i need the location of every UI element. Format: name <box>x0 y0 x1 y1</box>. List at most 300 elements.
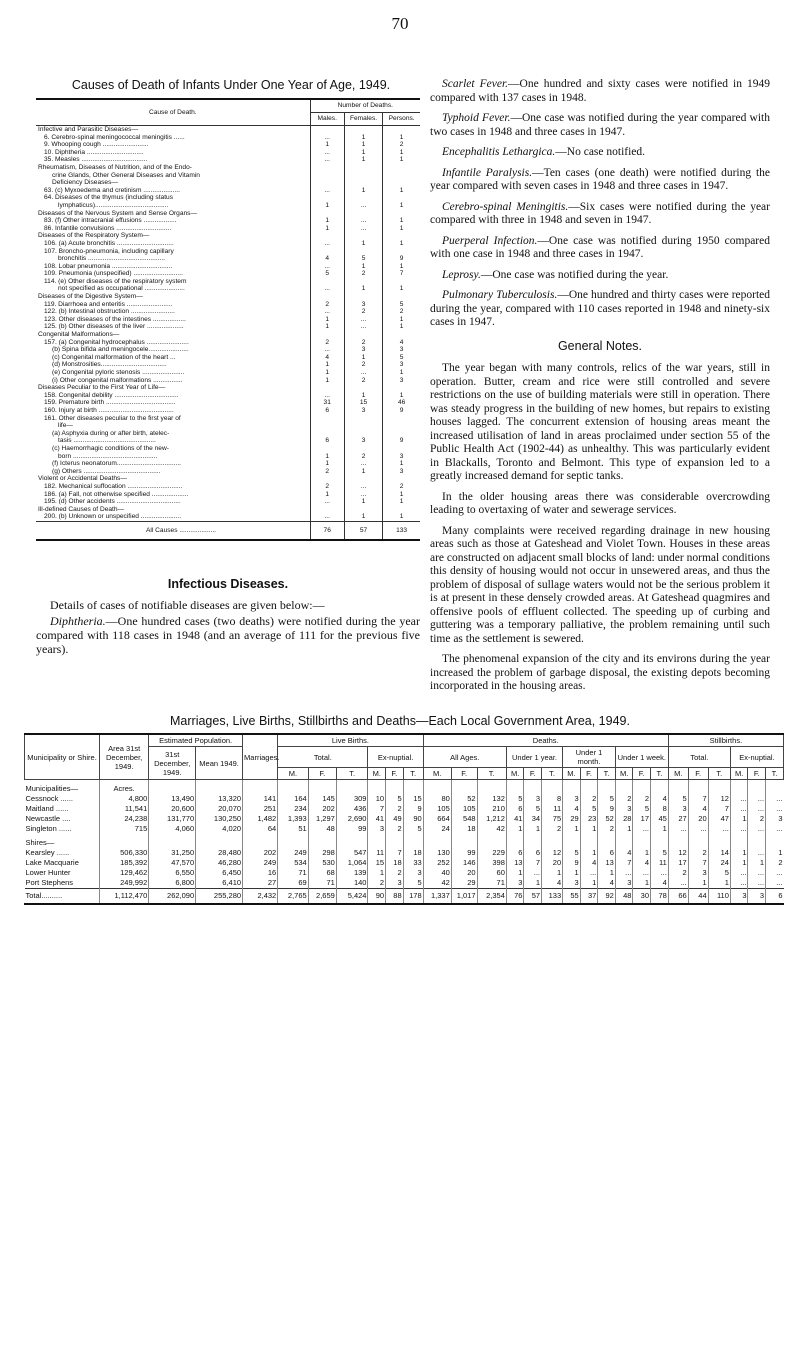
h-sex-t: T. <box>336 768 368 780</box>
empty-cell <box>386 780 404 795</box>
cod-row <box>36 156 420 164</box>
area-row <box>25 858 784 868</box>
stat-value: ... <box>633 868 651 878</box>
stat-value: 6,410 <box>196 878 243 889</box>
empty-cell <box>336 780 368 795</box>
cod-value-m: 1 <box>310 217 344 225</box>
cod-value-f: 1 <box>344 498 382 506</box>
stat-value: 2 <box>766 858 784 868</box>
cod-value-f <box>344 422 382 430</box>
stat-value: 78 <box>651 889 669 904</box>
stat-value: 13,490 <box>149 794 196 804</box>
col-males-header: Males. <box>310 113 344 126</box>
cod-value-p: 5 <box>383 301 420 309</box>
cod-value-p <box>383 278 420 286</box>
stat-value: 3 <box>563 794 581 804</box>
h-pop-31dec: 31st December, 1949. <box>149 747 196 780</box>
stat-value: 46,280 <box>196 858 243 868</box>
stat-value: 49 <box>386 814 404 824</box>
cod-cause: 109. Pneumonia (unspecified) ........................... <box>44 270 183 278</box>
stat-value: 1 <box>730 814 748 824</box>
cod-value-m: 2 <box>310 339 344 347</box>
cod-value-f: 1 <box>344 149 382 157</box>
cod-value-p: 5 <box>383 354 420 362</box>
stat-value: 48 <box>308 824 336 834</box>
stat-value: 29 <box>563 814 581 824</box>
group-row <box>25 780 784 795</box>
stat-value: 105 <box>423 804 451 814</box>
cod-value-f: 1 <box>344 240 382 248</box>
cod-value-p: 3 <box>383 346 420 354</box>
area-name: Kearsley ...... <box>25 848 70 857</box>
cod-row <box>36 460 420 468</box>
cod-value-m: 1 <box>310 202 344 210</box>
stat-value: 5 <box>580 804 598 814</box>
h-sex-t: T. <box>542 768 563 780</box>
group-row <box>25 834 784 848</box>
stat-value: 68 <box>308 868 336 878</box>
cod-value-m: ... <box>310 513 344 521</box>
stat-value: 27 <box>668 814 688 824</box>
cod-value-p <box>383 194 420 202</box>
stat-value: 5 <box>598 794 616 804</box>
cod-cause: (f) Icterus neonatorum................................... <box>52 460 181 468</box>
stat-value: 1 <box>633 848 651 858</box>
cod-value-m: ... <box>310 156 344 164</box>
cod-value-p <box>383 293 420 301</box>
h-sex-m: M. <box>730 768 748 780</box>
cod-value-m: 1 <box>310 141 344 149</box>
area-name: Newcastle .... <box>25 814 71 823</box>
stat-value: 1 <box>730 858 748 868</box>
stat-value: 2,690 <box>336 814 368 824</box>
stat-value: 3 <box>368 824 386 834</box>
cod-value-m: ... <box>310 346 344 354</box>
cod-value-p: 1 <box>383 513 420 521</box>
cod-value-m: 1 <box>310 369 344 377</box>
cod-value-m: 1 <box>310 361 344 369</box>
cod-value-p: 1 <box>383 156 420 164</box>
cod-value-m: 4 <box>310 354 344 362</box>
cod-value-m: 1 <box>310 316 344 324</box>
stat-value: 2 <box>688 848 708 858</box>
empty-cell <box>598 834 616 848</box>
cod-value-p: 1 <box>383 202 420 210</box>
cod-cause: 125. (b) Other diseases of the liver .................... <box>44 323 184 331</box>
notifiable-paragraph <box>430 269 770 283</box>
empty-cell <box>196 780 243 795</box>
h-still-exnup: Ex-nuptial. <box>730 747 783 768</box>
cod-value-p: 1 <box>383 316 420 324</box>
h-sex-t: T. <box>403 768 423 780</box>
empty-cell <box>243 834 278 848</box>
stat-value: 1 <box>563 824 581 834</box>
stat-value: 11 <box>368 848 386 858</box>
cod-value-f: ... <box>344 202 382 210</box>
cod-cause: 123. Other diseases of the intestines .................. <box>44 315 186 323</box>
stat-value: 13 <box>598 858 616 868</box>
cod-row <box>36 361 420 369</box>
disease-label: Pulmonary Tuberculosis. <box>442 289 558 301</box>
stat-value: 47,570 <box>149 858 196 868</box>
cod-row <box>36 468 420 476</box>
stat-value: 4 <box>563 804 581 814</box>
empty-cell <box>403 834 423 848</box>
col-persons-header: Persons. <box>383 113 420 126</box>
area-row <box>25 824 784 834</box>
stat-value: 24,238 <box>100 814 149 824</box>
stat-value: 1,017 <box>451 889 477 904</box>
stat-value: 14 <box>708 848 730 858</box>
empty-cell <box>243 780 278 795</box>
cod-value-p: 9 <box>383 407 420 415</box>
empty-cell <box>651 834 669 848</box>
stat-value: 1 <box>766 848 784 858</box>
cod-value-m: 2 <box>310 483 344 491</box>
notifiable-paragraph <box>430 146 770 160</box>
cod-cause: bronchitis .......................................... <box>58 255 165 263</box>
cod-value-p <box>383 172 420 180</box>
cod-value-f: ... <box>344 217 382 225</box>
stat-value: 530 <box>308 858 336 868</box>
stat-value: 1,337 <box>423 889 451 904</box>
cod-row <box>36 506 420 514</box>
cod-row <box>36 339 420 347</box>
cod-value-m: 31 <box>310 399 344 407</box>
stat-value: 1,393 <box>278 814 308 824</box>
cod-value-m: 1 <box>310 460 344 468</box>
cod-cause: Diseases of the Respiratory System— <box>38 232 150 240</box>
cod-cause: Ill-defined Causes of Death— <box>38 505 125 513</box>
stat-value: 3 <box>563 878 581 889</box>
cod-value-f <box>344 445 382 453</box>
empty-cell <box>708 834 730 848</box>
cod-value-m <box>310 384 344 392</box>
cod-value-f <box>344 248 382 256</box>
stat-value: 52 <box>598 814 616 824</box>
stat-value: 1,064 <box>336 858 368 868</box>
cod-cause: born .............................................. <box>58 452 158 460</box>
stat-value: 1 <box>368 868 386 878</box>
stat-value: ... <box>766 868 784 878</box>
stat-value: 7 <box>615 858 633 868</box>
cod-row <box>36 323 420 331</box>
diphtheria-paragraph <box>36 614 420 656</box>
cod-row <box>36 263 420 271</box>
cod-value-m: 1 <box>310 453 344 461</box>
stat-value: 1 <box>598 868 616 878</box>
area-row <box>25 794 784 804</box>
stat-value: 37 <box>580 889 598 904</box>
stat-value: 262,090 <box>149 889 196 904</box>
disease-text: —One case was notified during the year. <box>480 268 669 281</box>
cod-row <box>36 217 420 225</box>
stat-value: 57 <box>524 889 542 904</box>
stat-value: 41 <box>368 814 386 824</box>
cod-total-males: 76 <box>310 521 344 539</box>
stat-value: 6 <box>598 848 616 858</box>
stat-value: 7 <box>688 858 708 868</box>
h-municipality: Municipality or Shire. <box>25 735 100 780</box>
infectious-text <box>36 598 420 658</box>
cod-row <box>36 164 420 172</box>
stat-value: 41 <box>506 814 524 824</box>
stat-value: 3 <box>615 878 633 889</box>
stat-value: 7 <box>708 804 730 814</box>
cod-row <box>36 134 420 142</box>
cod-cause: 83. (f) Other intracranial effusions .................. <box>44 217 177 225</box>
cod-value-m <box>310 194 344 202</box>
stat-value: 5 <box>563 848 581 858</box>
stat-value: 71 <box>308 878 336 889</box>
stat-value: 6,450 <box>196 868 243 878</box>
disease-text: —No case notified. <box>555 146 646 158</box>
cod-row <box>36 369 420 377</box>
stat-value: 2 <box>598 824 616 834</box>
cod-value-m <box>310 126 344 134</box>
group-label: Municipalities— <box>25 784 79 793</box>
stat-value: 1 <box>651 824 669 834</box>
stat-value: 5 <box>633 804 651 814</box>
stat-value: 60 <box>477 868 506 878</box>
cod-value-f: 1 <box>344 156 382 164</box>
cod-cause: (g) Others .......................................... <box>52 467 161 475</box>
cod-value-m <box>310 248 344 256</box>
stat-value: 75 <box>542 814 563 824</box>
cod-value-f: 1 <box>344 285 382 293</box>
stat-value: 309 <box>336 794 368 804</box>
stat-value: 9 <box>563 858 581 868</box>
stat-value: ... <box>668 878 688 889</box>
cod-value-f <box>344 384 382 392</box>
cod-value-p <box>383 232 420 240</box>
stat-value: 4 <box>615 848 633 858</box>
stat-value: 3 <box>668 804 688 814</box>
area-row <box>25 868 784 878</box>
total-row <box>25 889 784 904</box>
cod-row <box>36 179 420 187</box>
cod-value-p <box>383 331 420 339</box>
cod-value-f <box>344 475 382 483</box>
general-note-paragraph: The year began with many controls, relics of the war years, still in operation. Butter, cream and rice were still controlled and severe restrictions on the use of building materials were still in operation. There was steady progress in the building of new homes, but repairs to existing houses lagged. The concurrent extension of housing areas meant the increased utilisation of land in areas proclaimed under section 55 of the Public Health Act (1902-44) as unhealthy. This was particularly evident in Blackalls, Toronto and Belmont. This type of expansion led to a greatly increased demand for septic tanks. <box>430 362 770 482</box>
cod-value-p: 1 <box>383 263 420 271</box>
empty-cell <box>563 834 581 848</box>
stat-value: 4 <box>542 878 563 889</box>
stat-value: ... <box>748 804 766 814</box>
page-number: 70 <box>391 14 409 33</box>
h-sex-m: M. <box>368 768 386 780</box>
stat-value: 234 <box>278 804 308 814</box>
stat-value: 2,432 <box>243 889 278 904</box>
cod-row <box>36 293 420 301</box>
empty-cell <box>633 834 651 848</box>
stat-value: 1,297 <box>308 814 336 824</box>
empty-cell <box>149 780 196 795</box>
cod-cause: crine Glands, Other General Diseases and Vitamin <box>52 171 200 179</box>
stat-value: 12 <box>708 794 730 804</box>
stat-value: 139 <box>336 868 368 878</box>
cod-row <box>36 172 420 180</box>
stat-value: 251 <box>243 804 278 814</box>
stat-value: 1,482 <box>243 814 278 824</box>
stat-value: 12 <box>668 848 688 858</box>
stat-value: 1 <box>506 868 524 878</box>
stat-value: 2 <box>580 794 598 804</box>
stat-value: ... <box>730 824 748 834</box>
cod-value-f: 2 <box>344 361 382 369</box>
area-name: Cessnock ...... <box>25 794 74 803</box>
stat-value: 20,600 <box>149 804 196 814</box>
cod-value-p: 1 <box>383 217 420 225</box>
cod-value-m: ... <box>310 263 344 271</box>
cod-row <box>36 415 420 423</box>
notifiable-paragraph <box>430 167 770 194</box>
cod-cause: Rheumatism, Diseases of Nutrition, and of the Endo- <box>38 163 192 171</box>
stat-value: 13,320 <box>196 794 243 804</box>
empty-cell <box>477 780 506 795</box>
cod-cause: not specified as occupational ...................... <box>58 285 185 293</box>
stat-value: 90 <box>403 814 423 824</box>
cod-row <box>36 399 420 407</box>
stat-value: 6 <box>506 804 524 814</box>
h-deaths: Deaths. <box>423 735 668 747</box>
cod-value-f <box>344 210 382 218</box>
empty-cell <box>748 780 766 795</box>
empty-cell <box>451 780 477 795</box>
cod-cause: 107. Broncho-pneumonia, including capillary <box>44 247 174 255</box>
empty-cell <box>423 780 451 795</box>
cod-value-f <box>344 278 382 286</box>
stat-value: 2 <box>748 814 766 824</box>
cod-value-p: 1 <box>383 323 420 331</box>
cod-value-p: 1 <box>383 149 420 157</box>
cod-cause: 10. Diphtheria ............................... <box>44 148 144 156</box>
stat-value: 229 <box>477 848 506 858</box>
cod-value-p: 1 <box>383 225 420 233</box>
cod-value-p <box>383 384 420 392</box>
cod-cause: Violent or Accidental Deaths— <box>38 475 127 483</box>
cod-cause: Deficiency Diseases— <box>52 179 118 187</box>
stat-value: 7 <box>688 794 708 804</box>
stat-value: 18 <box>451 824 477 834</box>
cod-value-f: 2 <box>344 453 382 461</box>
h-sex-t: T. <box>477 768 506 780</box>
cod-value-p: 1 <box>383 285 420 293</box>
stat-value: 2 <box>615 794 633 804</box>
empty-cell <box>403 780 423 795</box>
disease-text: —Six cases were notified during the year compared with three in 1948 and seven in 1947. <box>430 200 770 226</box>
stat-value: 252 <box>423 858 451 868</box>
cod-cause: (e) Congenital pyloric stenosis ....................... <box>52 369 185 376</box>
disease-label: Infantile Paralysis. <box>442 166 533 179</box>
stat-value: 140 <box>336 878 368 889</box>
stat-value: 47 <box>708 814 730 824</box>
h-sex-m: M. <box>615 768 633 780</box>
notifiable-paragraph <box>430 235 770 262</box>
stat-value: 28,480 <box>196 848 243 858</box>
cod-cause: 86. Infantile convulsions .............................. <box>44 224 172 232</box>
cod-cause: 114. (e) Other diseases of the respiratory system <box>44 277 187 285</box>
cod-cause: lymphaticus)........................................ <box>58 201 169 209</box>
cod-cause: 108. Lobar pneumonia ................................. <box>44 262 173 270</box>
empty-cell <box>730 834 748 848</box>
stat-value: 5 <box>403 824 423 834</box>
stat-value: 51 <box>278 824 308 834</box>
stat-value: 2,765 <box>278 889 308 904</box>
cod-value-p: 2 <box>383 483 420 491</box>
h-still-total: Total. <box>668 747 730 768</box>
stat-value: 6 <box>766 889 784 904</box>
stat-value: ... <box>524 868 542 878</box>
cod-row <box>36 278 420 286</box>
cod-cause: (a) Asphyxia during or after birth, atelec- <box>52 429 170 437</box>
cod-value-f: ... <box>344 323 382 331</box>
stat-value: 164 <box>278 794 308 804</box>
stat-value: 1 <box>580 824 598 834</box>
h-sex-f: F. <box>386 768 404 780</box>
stat-value: 3 <box>506 878 524 889</box>
stat-value: 3 <box>615 804 633 814</box>
stat-value: 20 <box>451 868 477 878</box>
empty-cell <box>688 834 708 848</box>
disease-label: Typhoid Fever. <box>442 112 511 124</box>
area-name: Maitland ...... <box>25 804 69 813</box>
stat-value: 76 <box>506 889 524 904</box>
stat-value: 105 <box>451 804 477 814</box>
disease-text: —Ten cases (one death) were notified during the year compared with seven cases in 1948 and three cases in 1947. <box>430 166 770 192</box>
empty-cell <box>615 834 633 848</box>
cod-total-females: 57 <box>344 521 382 539</box>
h-live-births: Live Births. <box>278 735 423 747</box>
stat-value: ... <box>633 824 651 834</box>
stat-value: 1,112,470 <box>100 889 149 904</box>
cod-row <box>36 301 420 309</box>
empty-cell <box>748 834 766 848</box>
cod-cause: (d) Monstrosities.................................... <box>52 361 167 369</box>
cod-value-p: 3 <box>383 377 420 385</box>
cod-row <box>36 240 420 248</box>
empty-cell <box>708 780 730 795</box>
h-sex-t: T. <box>651 768 669 780</box>
cod-value-f: ... <box>344 316 382 324</box>
disease-label: Leprosy. <box>442 268 481 281</box>
cod-value-p: 46 <box>383 399 420 407</box>
stat-value: 42 <box>423 878 451 889</box>
cod-value-f: 1 <box>344 263 382 271</box>
right-column <box>430 78 770 701</box>
stat-value: 1 <box>563 868 581 878</box>
stat-value: 5 <box>403 878 423 889</box>
stat-value: 20,070 <box>196 804 243 814</box>
empty-cell <box>542 834 563 848</box>
cod-cause: life— <box>58 422 74 430</box>
cod-value-m <box>310 293 344 301</box>
area-row <box>25 848 784 858</box>
stat-value: 80 <box>423 794 451 804</box>
cod-cause: 182. Mechanical suffocation .............................. <box>44 482 183 490</box>
cod-row <box>36 225 420 233</box>
cod-value-p <box>383 475 420 483</box>
cod-value-p <box>383 415 420 423</box>
area-row <box>25 804 784 814</box>
empty-cell <box>368 834 386 848</box>
stat-value: 88 <box>386 889 404 904</box>
empty-cell <box>766 780 784 795</box>
stat-value: 1 <box>688 878 708 889</box>
cod-row <box>36 331 420 339</box>
stat-value: 1 <box>524 878 542 889</box>
stat-value: 20 <box>542 858 563 868</box>
